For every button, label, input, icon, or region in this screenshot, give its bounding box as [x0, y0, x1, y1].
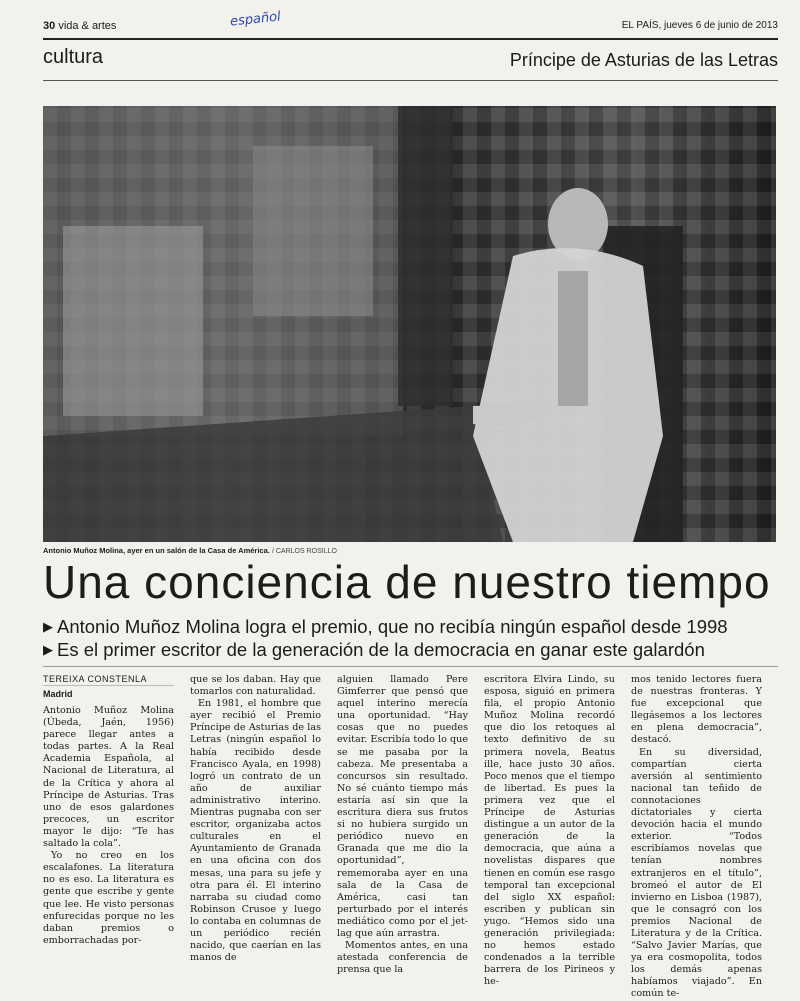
section-title: cultura: [43, 46, 104, 68]
article-column: [190, 674, 321, 964]
article-photo: [43, 106, 776, 542]
triangle-bullet-icon: ▶: [43, 642, 53, 657]
top-rule: [43, 38, 778, 40]
book-shelf-shape: [63, 226, 203, 416]
deck-text: Es el primer escritor de la generación de la democracia en ganar este galardón: [57, 639, 705, 660]
article-column: [484, 674, 615, 988]
photo-caption: [43, 546, 337, 555]
page-folio: [43, 20, 116, 32]
paragraph: escritora Elvira Lindo, su esposa, siguió en primera fila, el propio Antonio Muñoz Molina recordó que dio los retoques al texto definitivo de su primera novela, Beatus ille, hace justo 30 años. Poco menos que el tiempo de libertad. Es pues la primera vez que el Príncipe de Asturias distingue a un autor de la generación de la democracia, que aúna a novelistas dispares que tienen en común ese rasgo temporal tan excepcional del siglo XX español: escriben y publican sin yugo. “Hemos sido una generación privilegiada: no hemos estado condenados a la terrible barrera de los Pirineos y he-: [484, 674, 615, 988]
triangle-bullet-icon: ▶: [43, 619, 53, 634]
article-deck: [43, 639, 793, 661]
article-column: [337, 674, 468, 976]
paragraph: Momentos antes, en una atestada conferencia de prensa que la: [337, 940, 468, 976]
section-rule: [43, 80, 778, 81]
handwritten-note: español: [229, 9, 282, 30]
book-shelf-shape: [253, 146, 373, 316]
article-headline: Una conciencia de nuestro tiempo: [43, 556, 771, 608]
paragraph: En su diversidad, compartían cierta aversión al sentimiento nacional tan teñido de connotaciones dictatoriales y cierta devoción hacia el mundo exterior. “Todos escribíamos novelas que tenían nombres extranjeros en el título”, bromeó el autor de El invierno en Lisboa (1987), que le consagró con los premios Nacional de Literatura y de la Crítica. “Salvo Javier Marías, que ya era cosmopolita, todos los demás apenas habíamos viajado”. En común te-: [631, 746, 762, 1000]
photo-illustration: [43, 106, 776, 542]
deck-text: Antonio Muñoz Molina logra el premio, que no recibía ningún español desde 1998: [57, 616, 728, 637]
byline-rule: [43, 685, 174, 686]
article-column: [43, 674, 174, 947]
page-section-label: vida & artes: [58, 20, 117, 32]
caption-text: Antonio Muñoz Molina, ayer en un salón de la Casa de América.: [43, 546, 270, 555]
section-topic: Príncipe de Asturias de las Letras: [509, 50, 778, 70]
man-shirt-shape: [558, 271, 588, 406]
paragraph: alguien llamado Pere Gimferrer que pensó que aquel interino merecía una oportunidad. “Hay cosas que no puedes evitar. Escribía todo lo que se me pasaba por la cabeza. Me presentaba a concursos sin resultado. No sé cuánto tiempo más estaría así sin que la escritura diera sus frutos si no hubiera surgido un periódico nuevo en Granada que me dio la oportunidad”, rememoraba ayer en una sala de la Casa de América, casi tan perturbado por el interés mediático como por el jet-lag que aún arrastra.: [337, 674, 468, 939]
paragraph: mos tenido lectores fuera de nuestras fronteras. Y fue excepcional que llegásemos a los lectores en plena democracia”, destacó.: [631, 674, 762, 746]
carved-column-shape: [398, 106, 453, 406]
photo-credit: / CARLOS ROSILLO: [271, 548, 337, 555]
article-column: [631, 674, 762, 1001]
masthead-dateline: EL PAÍS, jueves 6 de junio de 2013: [621, 20, 778, 31]
article-deck: [43, 616, 793, 638]
body-rule: [43, 666, 778, 667]
byline: TEREIXA CONSTENLA: [43, 674, 148, 684]
dateline: Madrid: [43, 689, 73, 699]
page-number: 30: [43, 20, 56, 32]
paragraph: que se los daban. Hay que tomarlos con naturalidad.: [190, 674, 321, 698]
paragraph: En 1981, el hombre que ayer recibió el Premio Príncipe de Asturias de las Letras (ningún español lo había recibido desde Francisco Ayala, en 1998) logró un contrato de un año de auxiliar administrativo interino. Mientras pugnaba con ser escritor, organizaba actos culturales en el Ayuntamiento de Granada en una oficina con dos mesas, una para su jefe y otra para él. El interino narraba su ciudad como Robinson Crusoe y luego lo contaba en columnas de un periódico recién nacido, que caerían en las manos de: [190, 698, 321, 964]
paragraph: Antonio Muñoz Molina (Úbeda, Jaén, 1956) parece llegar antes a todas partes. A la Real Academia Española, al Nacional de Literatura, al de la Crítica y ahora al Príncipe de Asturias. Tras uno de esos galardones precoces, un escritor mayor le dijo: “Te has saltado la cola”.: [43, 705, 174, 850]
paragraph: Yo no creo en los escalafones. La literatura no es eso. La literatura es gente que escribe y gente que lee. He visto personas enfurecidas porque no les daban premios o emborrachadas por-: [43, 850, 174, 946]
